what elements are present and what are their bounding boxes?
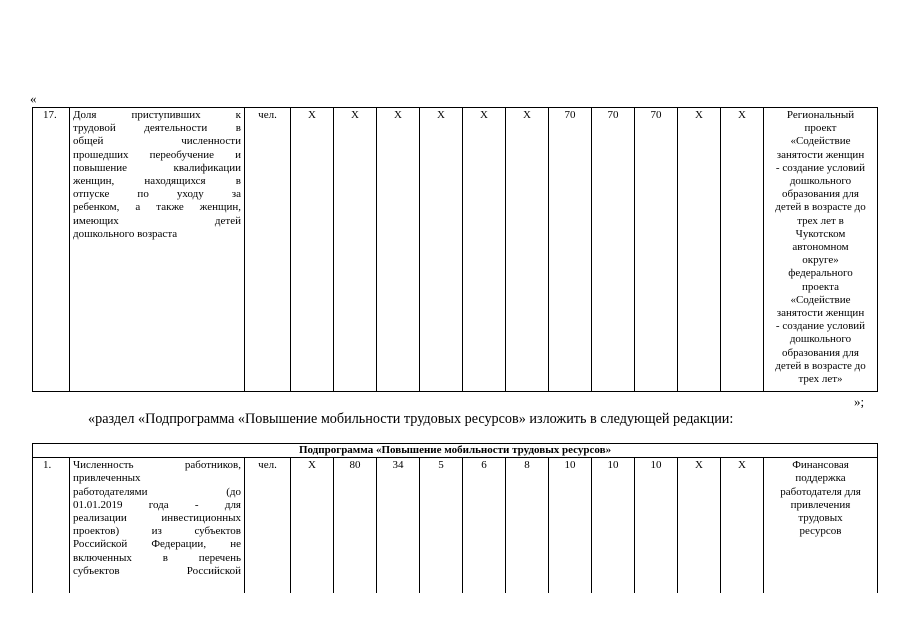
row-number: 1.: [33, 458, 70, 593]
source-line: образования для: [782, 346, 859, 359]
source-line: занятости женщин: [776, 148, 865, 161]
opening-quote: «: [30, 91, 37, 106]
indicator-name-line: Численность работников,: [73, 459, 241, 472]
indicator-table-1: [32, 107, 878, 392]
indicator-name-line: Доля приступивших к: [73, 109, 241, 121]
source-line: трех лет в: [797, 214, 844, 227]
source-line: дошкольного: [789, 175, 852, 188]
value-cell: Х: [291, 108, 334, 392]
source-cell: [764, 108, 878, 392]
value-cell: 10: [592, 458, 635, 593]
value-cell: 8: [506, 458, 549, 593]
indicator-table-2: [32, 443, 878, 593]
indicator-name-line: субъектов Российской: [73, 564, 241, 577]
value-cell: 10: [635, 458, 678, 593]
source-line: автономном: [792, 241, 849, 254]
source-line: привлечения: [790, 498, 851, 511]
indicator-name-line: привлеченных: [73, 472, 141, 485]
indicator-name-line: трудовой деятельности в: [73, 122, 241, 135]
source-line: трудовых: [798, 512, 843, 525]
source-line: проекта: [802, 280, 839, 293]
unit-cell: чел.: [245, 458, 291, 593]
indicator-name-line: дошкольного возраста: [73, 227, 178, 240]
indicator-name-line: ребенком, а также женщин,: [73, 201, 241, 214]
table-row: [33, 108, 878, 392]
indicator-name-line: включенных в перечень: [73, 551, 241, 564]
value-cell: 10: [549, 458, 592, 593]
value-cell: Х: [678, 458, 721, 593]
indicator-name-line: женщин, находящихся в: [73, 175, 241, 188]
table-row: [33, 458, 878, 593]
indicator-name-line: прошедших переобучение и: [73, 148, 241, 161]
indicator-name-line: общей численности: [73, 135, 241, 148]
source-line: трех лет»: [798, 373, 843, 386]
value-cell: Х: [506, 108, 549, 392]
closing-quote: »;: [854, 394, 865, 409]
source-line: Финансовая: [792, 459, 849, 472]
source-line: ресурсов: [799, 525, 842, 538]
source-line: образования для: [782, 188, 859, 201]
value-cell: 5: [420, 458, 463, 593]
indicator-name-line: реализации инвестиционных: [73, 512, 241, 525]
source-line: - создание условий: [775, 320, 866, 333]
indicator-name-cell: [70, 458, 245, 593]
source-line: детей в возрасте до: [775, 359, 866, 372]
value-cell: Х: [334, 108, 377, 392]
value-cell: 6: [463, 458, 506, 593]
value-cell: 34: [377, 458, 420, 593]
source-line: детей в возрасте до: [775, 201, 866, 214]
value-cell: Х: [463, 108, 506, 392]
source-line: Чукотском: [795, 227, 846, 240]
source-line: федерального: [788, 267, 853, 280]
subprogram-header-row: [33, 444, 878, 458]
source-line: занятости женщин: [776, 307, 865, 320]
source-line: дошкольного: [789, 333, 852, 346]
value-cell: Х: [420, 108, 463, 392]
unit-cell: чел.: [245, 108, 291, 392]
source-line: поддержка: [795, 472, 846, 485]
indicator-name-line: 01.01.2019 года - для: [73, 498, 241, 511]
value-cell: 70: [549, 108, 592, 392]
value-cell: Х: [678, 108, 721, 392]
row-number: 17.: [33, 108, 70, 392]
source-line: проект: [804, 122, 837, 135]
source-line: - создание условий: [775, 161, 866, 174]
source-line: работодателя для: [780, 485, 861, 498]
indicator-name-cell: [70, 108, 245, 392]
source-line: «Содействие: [790, 293, 851, 306]
value-cell: 70: [635, 108, 678, 392]
source-line: округе»: [802, 254, 839, 267]
instruction-text: «раздел «Подпрограмма «Повышение мобильности трудовых ресурсов» изложить в следующей редакции:: [88, 411, 734, 427]
source-cell: [764, 458, 878, 593]
indicator-name-line: имеющих детей: [73, 214, 241, 227]
indicator-name-line: проектов) из субъектов: [73, 525, 241, 538]
value-cell: 80: [334, 458, 377, 593]
value-cell: Х: [721, 458, 764, 593]
source-line: «Содействие: [790, 135, 851, 148]
indicator-name-line: отпуске по уходу за: [73, 188, 241, 201]
value-cell: Х: [377, 108, 420, 392]
value-cell: 70: [592, 108, 635, 392]
indicator-name-line: Российской Федерации, не: [73, 538, 241, 551]
source-line: Региональный: [786, 109, 855, 121]
value-cell: Х: [721, 108, 764, 392]
subprogram-header: Подпрограмма «Повышение мобильности трудовых ресурсов»: [33, 444, 878, 458]
indicator-name-line: работодателями (до: [73, 485, 241, 498]
value-cell: Х: [291, 458, 334, 593]
indicator-name-line: повышение квалификации: [73, 161, 241, 174]
